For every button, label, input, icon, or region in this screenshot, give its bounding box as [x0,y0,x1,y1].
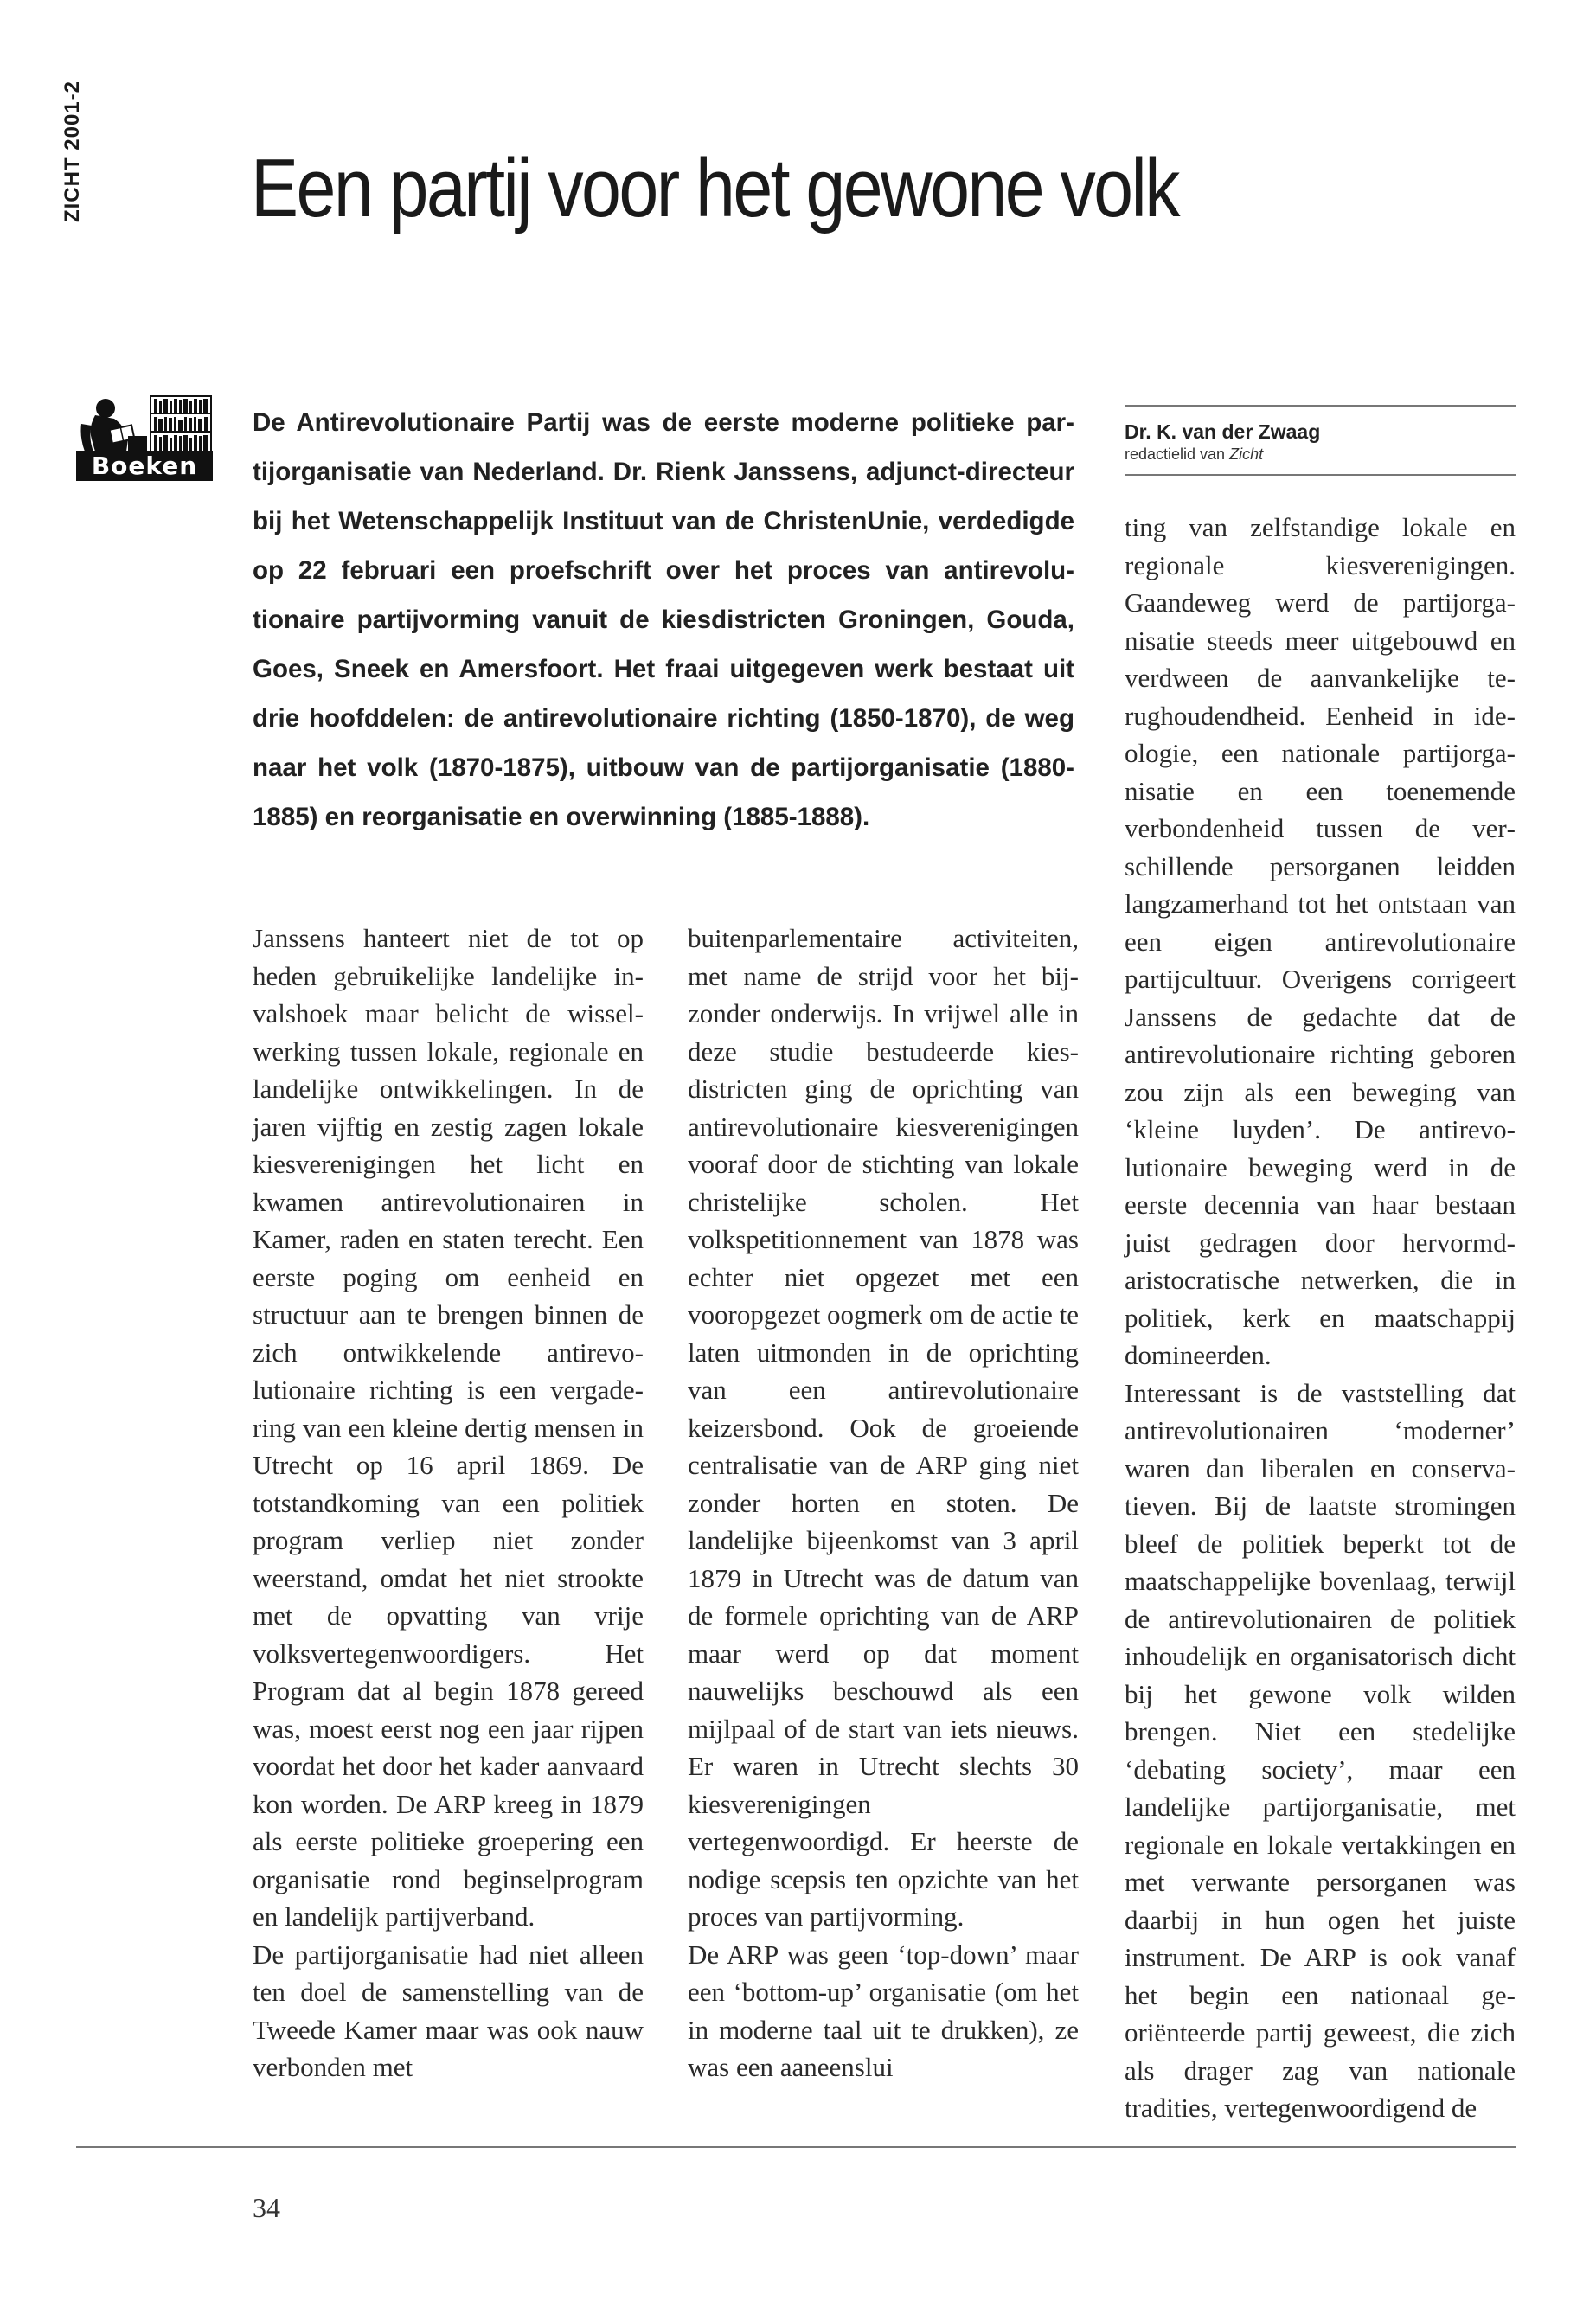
author-box [1125,405,1516,476]
author-top-rule [1125,405,1516,407]
author-role-publication: Zicht [1229,445,1264,463]
author-role-prefix: redactielid van [1125,445,1230,463]
journal-issue-label: ZICHT 2001-2 [61,80,84,223]
article-title: Een partij voor het gewone volk [251,142,1178,234]
body-column-1 [253,920,644,2086]
section-logo-label: Boeken [76,451,213,481]
body-paragraph: De ARP was geen ‘top-down’ maar een ‘bottom-up’ organisatie (om het in moderne taal uit te drukken), ze was een aaneenslui [688,1939,1079,2082]
section-logo [76,394,213,481]
page-number: 34 [253,2192,280,2223]
body-paragraph: De partijorganisatie had niet alleen ten doel de samenstelling van de Tweede Kamer maar was ook nauw verbonden met [253,1939,644,2082]
lead-paragraph: De Antirevolutionaire Partij was de eerste moderne politieke partijorganisatie van Nederland. Dr. Rienk Janssens, adjunct-directeur bij het Wetenschappelijk Instituut van de ChristenUnie, verdedigde op 22 februari een proefschrift over het proces van antirevolutionaire partijvorming vanuit de kiesdistricten Groningen, Gouda, Goes, Sneek en Amersfoort. Het fraai uitgegeven werk bestaat uit drie hoofddelen: de antirevolutionaire richting (1850-1870), de weg naar het volk (1870-1875), uitbouw van de partijorganisatie (1880-1885) en reorganisatie en overwinning (1885-1888). [253,408,1074,831]
footer-rule [76,2146,1516,2148]
body-paragraph: Janssens hanteert niet de tot op heden gebruikelijke landelijke invalshoek maar belicht de wisselwerking tussen lokale, regionale en landelijke ontwikkelingen. In de jaren vijftig en zestig zagen lokale kiesverenigingen het licht en kwamen antirevolutionairen in Kamer, raden en staten terecht. Een eerste poging om eenheid en structuur aan te brengen binnen de zich ontwikkelende antirevolutionaire richting is een vergadering van een kleine dertig mensen in Utrecht op 16 april 1869. De totstandkoming van een politiek program verliep niet zonder weerstand, omdat het niet strookte met de opvatting van vrije volksvertegenwoordigers. Het Program dat al begin 1878 gereed was, moest eerst nog een jaar rijpen voordat het door het kader aanvaard kon worden. De ARP kreeg in 1879 als eerste politieke groepering een organisatie rond beginselprogram en landelijk partijverband. [253,923,644,1932]
body-paragraph: buitenparlementaire activiteiten, met name de strijd voor het bijzonder onderwijs. In vrijwel alle in deze studie bestudeerde kiesdistricten ging de oprichting van antirevolutionaire kiesverenigingen vooraf door de stichting van lokale christelijke scholen. Het volkspetitionnement van 1878 was echter niet opgezet met een vooropgezet oogmerk om de actie te laten uitmonden in de oprichting van een antirevolutionaire keizersbond. Ook de groeiende centralisatie van de ARP ging niet zonder horten en stoten. De landelijke bijeenkomst van 3 april 1879 in Utrecht was de datum van de formele oprichting van de ARP maar werd op dat moment nauwelijks beschouwd als een mijlpaal of de start van iets nieuws. Er waren in Utrecht slechts 30 kiesverenigingen vertegenwoordigd. Er heerste de nodige scepsis ten opzichte van het proces van partijvorming. [688,923,1079,1932]
reading-man-bookshelf-icon [76,394,213,452]
body-column-3 [1125,509,1516,2127]
body-column-2 [688,920,1079,2086]
author-role [1125,445,1516,464]
author-bottom-rule [1125,474,1516,476]
body-paragraph: Interessant is de vaststelling dat antirevolutionairen ‘moderner’ waren dan liberalen en conservatieven. Bij de laatste stromingen bleef de politiek beperkt tot de maatschappelijke bovenlaag, terwijl de antirevolutionairen de politiek inhoudelijk en organisatorisch dicht bij het gewone volk wilden brengen. Niet een stedelijke ‘debating society’, maar een landelijke partijorganisatie, met regionale en lokale vertakkingen en met verwante persorganen was daarbij in hun ogen het juiste instrument. De ARP is ook vanaf het begin een nationaal georiënteerde partij geweest, die zich als drager zag van nationale tradities, vertegenwoordigend de [1125,1377,1516,2123]
author-name: Dr. K. van der Zwaag [1125,420,1321,443]
body-paragraph: ting van zelfstandige lokale en regionale kiesverenigingen. Gaandeweg werd de partijorganisatie steeds meer uitgebouwd en verdween de aanvankelijke terughoudendheid. Eenheid in ideologie, een nationale partijorganisatie en een toenemende verbondenheid tussen de verschillende persorganen leidden langzamerhand tot het ontstaan van een eigen antirevolutionaire partijcultuur. Overigens corrigeert Janssens de gedachte dat de antirevolutionaire richting geboren zou zijn als een beweging van ‘kleine luyden’. De antirevolutionaire beweging werd in de eerste decennia van haar bestaan juist gedragen door hervormd-aristocratische netwerken, die in politiek, kerk en maatschappij domineerden. [1125,512,1516,1370]
